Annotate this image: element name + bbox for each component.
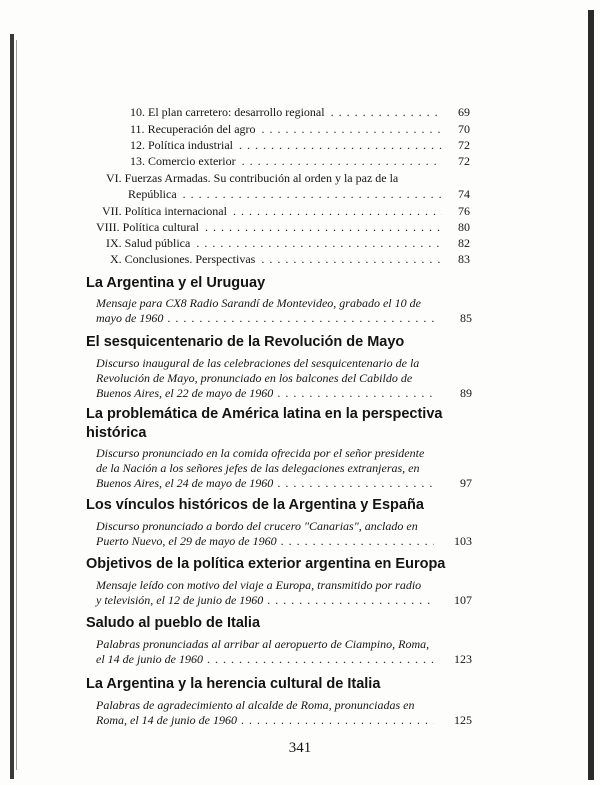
description-line: Puerto Nuevo, el 29 de mayo de 1960 bbox=[96, 534, 277, 548]
toc-item-continuation bbox=[128, 186, 470, 202]
toc-item-page: 72 bbox=[458, 138, 470, 152]
section-heading-line: La problemática de América latina en la perspectiva bbox=[86, 406, 443, 422]
section-page: 123 bbox=[454, 652, 472, 666]
section-heading: La Argentina y el Uruguay bbox=[86, 275, 266, 291]
section-heading-line: histórica bbox=[86, 425, 147, 441]
leader-dots bbox=[167, 311, 434, 326]
section-heading bbox=[86, 405, 466, 443]
section-description bbox=[96, 519, 472, 549]
description-last-line bbox=[96, 713, 472, 728]
section-heading: Objetivos de la política exterior argentina en Europa bbox=[86, 556, 446, 572]
section-heading: El sesquicentenario de la Revolución de Mayo bbox=[86, 334, 405, 350]
toc-item bbox=[130, 104, 470, 120]
description-line: Mensaje leído con motivo del viaje a Europa, transmitido por radio bbox=[96, 578, 422, 592]
leader-dots bbox=[205, 219, 442, 235]
description-line: Palabras pronunciadas al arribar al aeropuerto de Ciampino, Roma, bbox=[96, 637, 430, 651]
toc-item-page: 80 bbox=[458, 220, 470, 234]
toc-item-page: 74 bbox=[458, 187, 470, 201]
section-page: 97 bbox=[460, 476, 472, 490]
toc-item-page: 83 bbox=[458, 252, 470, 266]
section-page: 85 bbox=[460, 311, 472, 325]
leader-dots bbox=[233, 203, 442, 219]
toc-item-number: 13. bbox=[130, 154, 145, 168]
leader-dots bbox=[242, 153, 442, 169]
section-description bbox=[96, 356, 472, 401]
toc-item-title: Comercio exterior bbox=[148, 154, 236, 168]
toc-item bbox=[106, 170, 440, 186]
description-last-line bbox=[96, 311, 472, 326]
section-page: 107 bbox=[454, 593, 472, 607]
scan-right-edge bbox=[588, 10, 594, 780]
leader-dots bbox=[281, 534, 434, 549]
leader-dots bbox=[267, 593, 434, 608]
description-line: Discurso inaugural de las celebraciones del sesquicentenario de la bbox=[96, 356, 420, 370]
toc-item-number: 12. bbox=[130, 138, 145, 152]
description-line: Discurso pronunciado en la comida ofrecida por el señor presidente bbox=[96, 446, 425, 460]
description-line: y televisión, el 12 de junio de 1960 bbox=[96, 593, 264, 607]
description-line: Mensaje para CX8 Radio Sarandí de Montevideo, grabado el 10 de bbox=[96, 296, 421, 310]
leader-dots bbox=[277, 476, 434, 491]
description-line: el 14 de junio de 1960 bbox=[96, 652, 203, 666]
toc-item bbox=[130, 137, 470, 153]
section-description bbox=[96, 637, 472, 667]
leader-dots bbox=[331, 104, 442, 120]
toc-item-number: VI. bbox=[106, 171, 122, 185]
description-line: de la Nación a los señores jefes de las delegaciones extranjeras, en bbox=[96, 461, 420, 475]
toc-item-page: 76 bbox=[458, 204, 470, 218]
page-number: 341 bbox=[288, 740, 312, 756]
description-line: Buenos Aires, el 24 de mayo de 1960 bbox=[96, 476, 274, 490]
section-page: 89 bbox=[460, 386, 472, 400]
leader-dots bbox=[277, 386, 434, 401]
description-last-line bbox=[96, 652, 472, 667]
toc-item-title: Fuerzas Armadas. Su contribución al orden y la paz de la bbox=[124, 171, 399, 185]
leader-dots bbox=[241, 713, 434, 728]
section-page: 125 bbox=[454, 713, 472, 727]
section-description bbox=[96, 578, 472, 608]
toc-item-number: VII. bbox=[102, 204, 122, 218]
page-binding-shadow bbox=[16, 40, 17, 770]
toc-item bbox=[102, 203, 470, 219]
toc-item-title: Política cultural bbox=[122, 220, 199, 234]
section-heading: La Argentina y la herencia cultural de Italia bbox=[86, 676, 381, 692]
description-last-line bbox=[96, 534, 472, 549]
page-binding-edge bbox=[10, 34, 14, 779]
toc-item-number: VIII. bbox=[96, 220, 120, 234]
toc-item-number: 10. bbox=[130, 105, 145, 119]
description-last-line bbox=[96, 476, 472, 491]
toc-item-title: Política internacional bbox=[124, 204, 227, 218]
toc-item-title-cont: República bbox=[128, 187, 177, 201]
toc-item-page: 72 bbox=[458, 154, 470, 168]
toc-item-number: IX. bbox=[106, 236, 122, 250]
section-description bbox=[96, 698, 472, 728]
leader-dots bbox=[183, 186, 442, 202]
toc-item bbox=[130, 121, 470, 137]
description-line: Discurso pronunciado a bordo del crucero "Canarias", anclado en bbox=[96, 519, 418, 533]
toc-item-page: 82 bbox=[458, 236, 470, 250]
section-page: 103 bbox=[454, 534, 472, 548]
description-line: Buenos Aires, el 22 de mayo de 1960 bbox=[96, 386, 274, 400]
toc-item-title: El plan carretero: desarrollo regional bbox=[148, 105, 325, 119]
leader-dots bbox=[207, 652, 434, 667]
toc-item-title: Salud pública bbox=[124, 236, 191, 250]
description-last-line bbox=[96, 386, 472, 401]
description-line: mayo de 1960 bbox=[96, 311, 164, 325]
leader-dots bbox=[261, 251, 442, 267]
toc-item bbox=[130, 153, 470, 169]
section-heading: Saludo al pueblo de Italia bbox=[86, 615, 261, 631]
description-line: Palabras de agradecimiento al alcalde de Roma, pronunciadas en bbox=[96, 698, 415, 712]
toc-item bbox=[110, 251, 470, 267]
leader-dots bbox=[262, 121, 442, 137]
toc-item-number: 11. bbox=[130, 122, 145, 136]
leader-dots bbox=[239, 137, 442, 153]
toc-item-number: X. bbox=[110, 252, 122, 266]
toc-item-title: Conclusiones. Perspectivas bbox=[124, 252, 256, 266]
section-description bbox=[96, 296, 472, 326]
toc-item-title: Recuperación del agro bbox=[147, 122, 256, 136]
toc-item-page: 70 bbox=[458, 122, 470, 136]
description-last-line bbox=[96, 593, 472, 608]
section-description bbox=[96, 446, 472, 491]
description-line: Roma, el 14 de junio de 1960 bbox=[96, 713, 237, 727]
toc-item bbox=[96, 219, 470, 235]
toc-item-page: 69 bbox=[458, 105, 470, 119]
toc-item-title: Política industrial bbox=[148, 138, 233, 152]
toc-item bbox=[106, 235, 470, 251]
section-heading: Los vínculos históricos de la Argentina y España bbox=[86, 497, 424, 513]
leader-dots bbox=[196, 235, 442, 251]
description-line: Revolución de Mayo, pronunciado en los balcones del Cabildo de bbox=[96, 371, 413, 385]
